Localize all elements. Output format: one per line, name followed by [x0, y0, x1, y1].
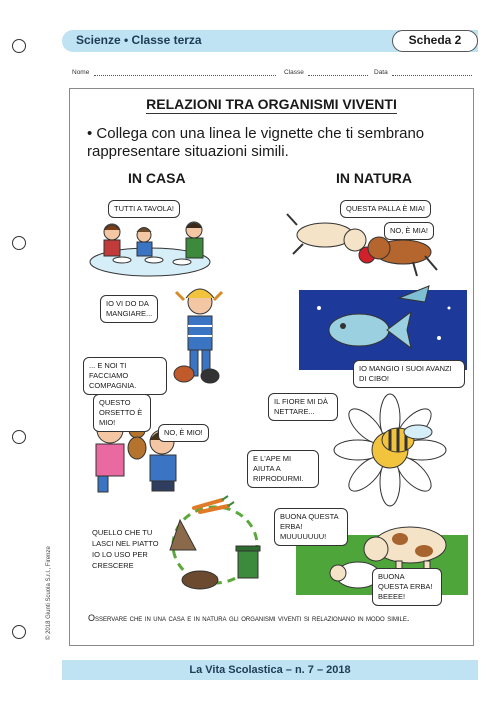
binder-hole	[12, 430, 26, 444]
class-field[interactable]	[308, 69, 368, 76]
family-table-illustration	[82, 210, 217, 285]
speech-bubble-feed: IO VI DO DA MANGIARE...	[100, 295, 158, 323]
instruction-text: • Collega con una linea le vignette che ti sembrano rappresentare situazioni simili.	[87, 125, 425, 160]
class-field-label: Classe	[284, 69, 304, 76]
footer-text: La Vita Scolastica – n. 7 – 2018	[189, 664, 351, 676]
binder-hole	[12, 236, 26, 250]
subject-label: Scienze • Classe terza	[76, 33, 202, 47]
compost-text: QUELLO CHE TU LASCI NEL PIATTO IO LO USO PER CRESCERE	[92, 528, 159, 570]
speech-bubble-bear-2: NO, È MIO!	[158, 424, 209, 442]
fish-illustration	[299, 278, 467, 370]
speech-bubble-company: ... E NOI TI FACCIAMO COMPAGNIA.	[83, 357, 167, 395]
speech-bubble-ball-1: QUESTA PALLA È MIA!	[340, 200, 431, 218]
speech-bubble-sheep: BUONA QUESTA ERBA! BEEEE!	[372, 568, 442, 606]
speech-bubble-table: TUTTI A TAVOLA!	[108, 200, 180, 218]
date-field-label: Data	[374, 69, 388, 76]
date-field[interactable]	[392, 69, 472, 76]
copyright-text: © 2018 Giunti Scuola S.r.l., Firenze	[46, 546, 52, 640]
header-bar	[62, 30, 478, 52]
speech-bubble-bee: E L'APE MI AIUTA A RIPRODURMI.	[247, 450, 319, 488]
speech-bubble-fish: IO MANGIO I SUOI AVANZI DI CIBO!	[353, 360, 465, 388]
teacher-note: Osservare che in una casa e in natura gli organismi viventi si relazionano in modo simile.	[88, 613, 410, 623]
girl-pets-illustration	[168, 282, 228, 387]
column-heading-nature: IN NATURA	[336, 170, 412, 186]
binder-hole	[12, 625, 26, 639]
footer-bar	[62, 660, 478, 680]
speech-bubble-cow: BUONA QUESTA ERBA! MUUUUUUU!	[274, 508, 348, 546]
speech-bubble-flower: IL FIORE MI DÀ NETTARE...	[268, 393, 338, 421]
speech-bubble-bear-1: QUESTO ORSETTO È MIO!	[93, 394, 151, 432]
compost-cycle-illustration	[160, 490, 270, 600]
speech-bubble-ball-2: NO, È MIA!	[384, 222, 434, 240]
name-field[interactable]	[94, 69, 276, 76]
sheet-label: Scheda 2	[392, 30, 478, 52]
worksheet-title: RELAZIONI TRA ORGANISMI VIVENTI	[146, 96, 397, 112]
name-field-label: Nome	[72, 69, 90, 76]
column-heading-home: IN CASA	[128, 170, 186, 186]
binder-hole	[12, 39, 26, 53]
